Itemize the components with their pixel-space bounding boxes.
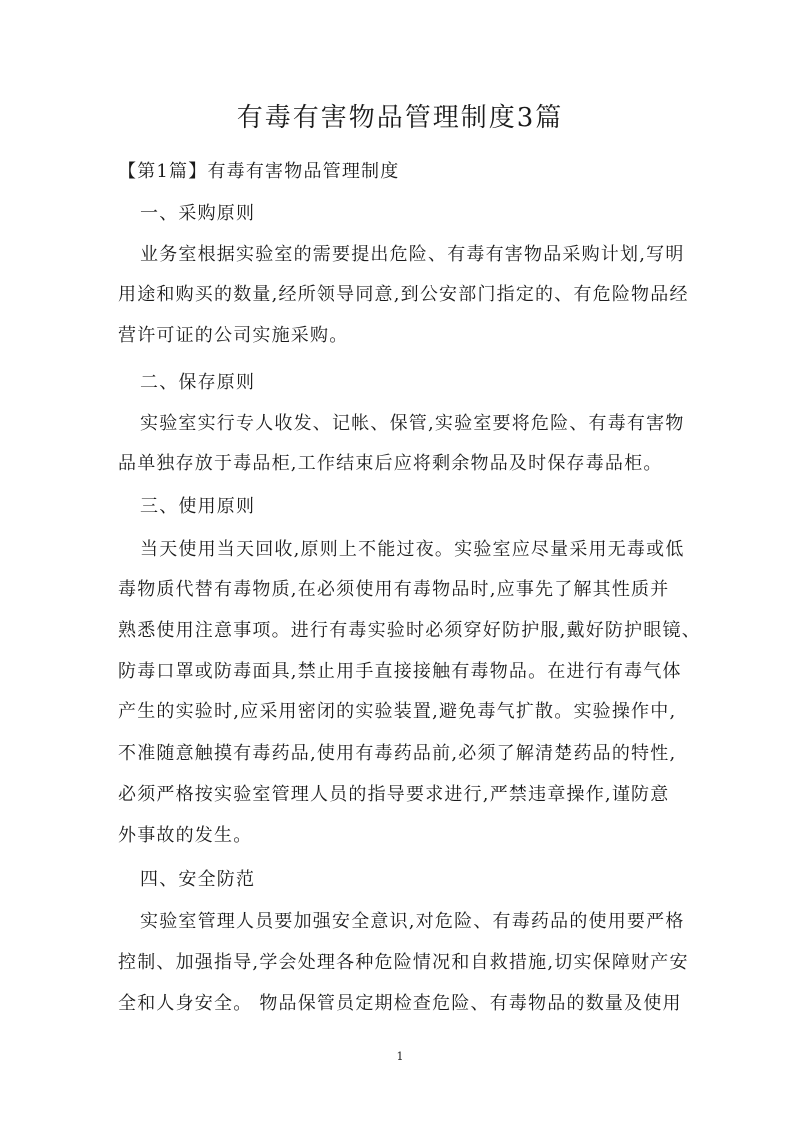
section-heading-storage: 二、保存原则	[140, 372, 256, 393]
paragraph-line: 外事故的发生。	[118, 825, 253, 846]
paragraph-line: 实验室管理人员要加强安全意识,对危险、有毒药品的使用要严格	[140, 911, 685, 932]
paragraph-line: 必须严格按实验室管理人员的指导要求进行,严禁违章操作,谨防意	[118, 784, 670, 805]
paragraph-line: 当天使用当天回收,原则上不能过夜。实验室应尽量采用无毒或低	[140, 539, 685, 560]
paragraph-line: 用途和购买的数量,经所领导同意,到公安部门指定的、有危险物品经	[118, 284, 689, 305]
document-title: 有毒有害物品管理制度3篇	[236, 103, 564, 133]
section-heading-safety: 四、安全防范	[140, 869, 256, 890]
paragraph-line: 实验室实行专人收发、记帐、保管,实验室要将危险、有毒有害物	[140, 413, 685, 434]
paragraph-line: 毒物质代替有毒物质,在必须使用有毒物品时,应事先了解其性质并	[118, 579, 670, 600]
section-heading-procurement: 一、采购原则	[140, 203, 256, 224]
paragraph-line: 不准随意触摸有毒药品,使用有毒药品前,必须了解清楚药品的特性,	[118, 743, 677, 764]
paragraph-line: 营许可证的公司实施采购。	[118, 325, 349, 346]
paragraph-line: 控制、加强指导,学会处理各种危险情况和自救措施,切实保障财产安	[118, 952, 689, 973]
page-number: 1	[396, 1050, 404, 1063]
paragraph-line: 业务室根据实验室的需要提出危险、有毒有害物品采购计划,写明	[140, 244, 685, 265]
paragraph-line: 品单独存放于毒品柜,工作结束后应将剩余物品及时保存毒品柜。	[118, 453, 663, 474]
paragraph-line: 全和人身安全。 物品保管员定期检查危险、有毒物品的数量及使用	[118, 993, 682, 1014]
paragraph-line: 防毒口罩或防毒面具,禁止用手直接接触有毒物品。在进行有毒气体	[118, 661, 682, 682]
paragraph-line: 熟悉使用注意事项。进行有毒实验时必须穿好防护服,戴好防护眼镜、	[118, 620, 701, 641]
section-heading-part-1: 【第1篇】有毒有害物品管理制度	[118, 161, 400, 182]
section-heading-usage: 三、使用原则	[140, 496, 256, 517]
paragraph-line: 产生的实验时,应采用密闭的实验装置,避免毒气扩散。实验操作中,	[118, 701, 677, 722]
